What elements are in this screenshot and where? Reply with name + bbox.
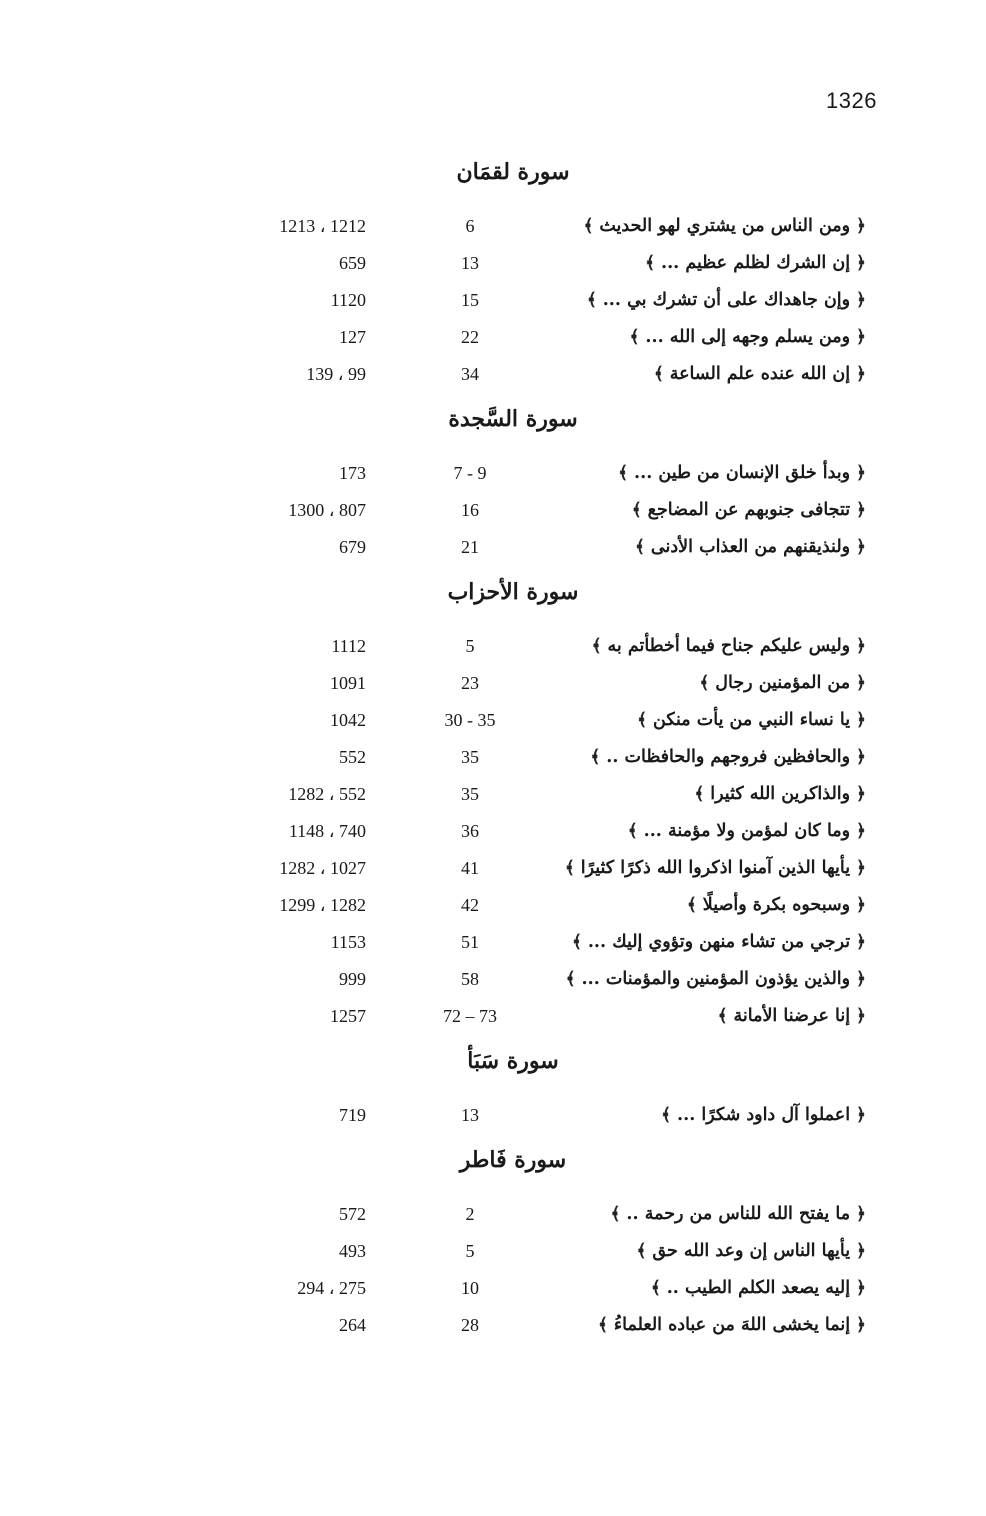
page-references: 275 ، 294 xyxy=(297,1278,366,1298)
page-references: 264 xyxy=(339,1315,366,1335)
page-references: 740 ، 1148 xyxy=(288,821,366,841)
verse-cell xyxy=(718,998,866,1035)
ayah-number: 42 xyxy=(461,895,479,915)
verse-cell xyxy=(699,665,866,702)
index-entry xyxy=(0,529,986,566)
ayah-number: 23 xyxy=(461,673,479,693)
verse-cell xyxy=(645,245,866,282)
ornate-bracket-open-icon: ﴿ xyxy=(850,1204,866,1224)
ayah-number: 5 xyxy=(465,1241,475,1261)
verse-text: ومن يسلم وجهه إلى الله ... xyxy=(645,327,851,347)
index-entry xyxy=(0,887,986,924)
surah-section xyxy=(0,150,986,397)
page-references: 1112 xyxy=(331,636,366,656)
index-entry xyxy=(0,998,986,1035)
verse-cell xyxy=(635,529,866,566)
ornate-bracket-close-icon: ﴾ xyxy=(591,636,608,656)
ornate-bracket-open-icon: ﴿ xyxy=(850,364,866,384)
ayah-number: 13 xyxy=(461,1105,479,1125)
ornate-bracket-open-icon: ﴿ xyxy=(850,253,866,273)
page-references: 1212 ، 1213 xyxy=(279,216,366,236)
ayah-number: 41 xyxy=(461,858,479,878)
ornate-bracket-close-icon: ﴾ xyxy=(661,1105,678,1125)
index-entry xyxy=(0,1233,986,1270)
ornate-bracket-close-icon: ﴾ xyxy=(645,253,661,273)
ornate-bracket-close-icon: ﴾ xyxy=(629,327,646,347)
verse-text: وسبحوه بكرة وأصيلًا xyxy=(702,895,851,915)
ornate-bracket-close-icon: ﴾ xyxy=(618,463,635,483)
page-references: 1257 xyxy=(330,1006,366,1026)
ayah-number: 16 xyxy=(461,500,479,520)
verse-text: يا نساء النبي من يأت منكن xyxy=(653,710,851,730)
index-entry xyxy=(0,356,986,393)
ornate-bracket-close-icon: ﴾ xyxy=(637,710,654,730)
ayah-number: 28 xyxy=(461,1315,479,1335)
index-entry xyxy=(0,850,986,887)
ornate-bracket-close-icon: ﴾ xyxy=(590,747,607,767)
surah-heading: سورة السَّجدة xyxy=(448,406,578,432)
index-entry xyxy=(0,208,986,245)
page-references: 1153 xyxy=(330,932,366,952)
verse-cell xyxy=(637,1233,866,1270)
ornate-bracket-close-icon: ﴾ xyxy=(571,932,588,952)
index-entry xyxy=(0,961,986,998)
ornate-bracket-open-icon: ﴿ xyxy=(850,537,866,557)
verse-text: إنما يخشى اللهَ من عباده العلماءُ xyxy=(613,1315,851,1335)
ayah-number: 35 xyxy=(461,784,479,804)
ayah-number: 72 – 73 xyxy=(443,1006,497,1026)
index-entry xyxy=(0,776,986,813)
ornate-bracket-open-icon: ﴿ xyxy=(850,463,866,483)
surah-section xyxy=(0,1138,986,1348)
ornate-bracket-close-icon: ﴾ xyxy=(636,1241,653,1261)
ornate-bracket-open-icon: ﴿ xyxy=(850,1241,866,1261)
index-entry xyxy=(0,492,986,529)
page-references: 572 xyxy=(339,1204,366,1224)
ornate-bracket-open-icon: ﴿ xyxy=(850,932,866,952)
verse-text: وليس عليكم جناح فيما أخطأتم به xyxy=(607,636,851,656)
index-entry xyxy=(0,1270,986,1307)
ornate-bracket-open-icon: ﴿ xyxy=(850,858,866,878)
verse-cell xyxy=(661,1097,866,1134)
verse-text: ومن الناس من يشتري لهو الحديث xyxy=(599,216,851,236)
page-references: 552 xyxy=(339,747,366,767)
ayah-number: 6 xyxy=(465,216,475,236)
verse-text: إن الله عنده علم الساعة xyxy=(669,364,851,384)
page-references: 552 ، 1282 xyxy=(288,784,366,804)
ornate-bracket-close-icon: ﴾ xyxy=(694,784,711,804)
verse-text: إليه يصعد الكلم الطيب .. xyxy=(666,1278,851,1298)
page-references: 99 ، 139 xyxy=(306,364,366,384)
verse-cell xyxy=(630,319,866,356)
ornate-bracket-open-icon: ﴿ xyxy=(850,1278,866,1298)
verse-cell xyxy=(587,282,866,319)
verse-text: وما كان لمؤمن ولا مؤمنة ... xyxy=(643,821,851,841)
ornate-bracket-close-icon: ﴾ xyxy=(564,858,581,878)
ornate-bracket-open-icon: ﴿ xyxy=(850,290,866,310)
surah-section xyxy=(0,397,986,570)
ornate-bracket-open-icon: ﴿ xyxy=(850,969,866,989)
ayah-number: 35 xyxy=(461,747,479,767)
surah-section xyxy=(0,570,986,1039)
verse-text: يأيها الذين آمنوا اذكروا الله ذكرًا كثيرًا xyxy=(580,858,851,878)
ayah-number: 22 xyxy=(461,327,479,347)
ornate-bracket-open-icon: ﴿ xyxy=(850,636,866,656)
verse-text: يأيها الناس إن وعد الله حق xyxy=(652,1241,851,1261)
verse-cell xyxy=(618,455,866,492)
page-references: 127 xyxy=(339,327,366,347)
ornate-bracket-close-icon: ﴾ xyxy=(598,1315,614,1335)
verse-cell xyxy=(694,776,866,813)
index-entry xyxy=(0,665,986,702)
verse-cell xyxy=(611,1196,866,1233)
ornate-bracket-close-icon: ﴾ xyxy=(699,673,716,693)
verse-text: تتجافى جنوبهم عن المضاجع xyxy=(647,500,851,520)
page-references: 1027 ، 1282 xyxy=(279,858,366,878)
ornate-bracket-open-icon: ﴿ xyxy=(850,784,866,804)
index-entry xyxy=(0,319,986,356)
index-entry xyxy=(0,282,986,319)
surah-section xyxy=(0,1039,986,1138)
verse-cell xyxy=(637,702,866,739)
surah-heading: سورة لقمَان xyxy=(456,159,570,185)
ornate-bracket-close-icon: ﴾ xyxy=(586,290,603,310)
ornate-bracket-open-icon: ﴿ xyxy=(850,747,866,767)
index-entry xyxy=(0,702,986,739)
verse-cell xyxy=(628,813,866,850)
page-number: 1326 xyxy=(826,88,877,113)
ornate-bracket-open-icon: ﴿ xyxy=(850,821,866,841)
ornate-bracket-close-icon: ﴾ xyxy=(686,895,703,915)
verse-cell xyxy=(566,961,866,998)
ornate-bracket-close-icon: ﴾ xyxy=(631,500,648,520)
ornate-bracket-open-icon: ﴿ xyxy=(850,327,866,347)
ayah-number: 34 xyxy=(461,364,479,384)
ayah-number: 51 xyxy=(461,932,479,952)
ayah-number: 10 xyxy=(461,1278,479,1298)
index-entry xyxy=(0,1307,986,1344)
ornate-bracket-open-icon: ﴿ xyxy=(850,673,866,693)
page-references: 173 xyxy=(339,463,366,483)
verse-cell xyxy=(632,492,866,529)
ornate-bracket-close-icon: ﴾ xyxy=(650,1278,667,1298)
page-references: 659 xyxy=(339,253,366,273)
index-entry xyxy=(0,813,986,850)
ornate-bracket-close-icon: ﴾ xyxy=(565,969,582,989)
verse-text: وبدأ خلق الإنسان من طين ... xyxy=(634,463,851,483)
ayah-number: 58 xyxy=(461,969,479,989)
ornate-bracket-close-icon: ﴾ xyxy=(610,1204,627,1224)
verse-text: ما يفتح الله للناس من رحمة .. xyxy=(626,1204,851,1224)
verse-cell xyxy=(565,850,866,887)
page-references: 1282 ، 1299 xyxy=(279,895,366,915)
page-references: 679 xyxy=(339,537,366,557)
ornate-bracket-close-icon: ﴾ xyxy=(583,216,600,236)
verse-text: ترجي من تشاء منهن وتؤوي إليك ... xyxy=(587,932,851,952)
verse-text: ولنذيقنهم من العذاب الأدنى xyxy=(650,537,851,557)
ornate-bracket-open-icon: ﴿ xyxy=(850,1315,866,1335)
index-entry xyxy=(0,245,986,282)
verse-text: اعملوا آل داود شكرًا ... xyxy=(677,1105,851,1125)
verse-text: وإن جاهداك على أن تشرك بي ... xyxy=(602,290,851,310)
surah-heading: سورة سَبَأ xyxy=(467,1048,559,1074)
verse-cell xyxy=(592,628,866,665)
verse-text: والحافظين فروجهم والحافظات .. xyxy=(606,747,851,767)
page-references: 1091 xyxy=(330,673,366,693)
index-entry xyxy=(0,1196,986,1233)
index-entry xyxy=(0,628,986,665)
ayah-number: 13 xyxy=(461,253,479,273)
ornate-bracket-open-icon: ﴿ xyxy=(850,1105,866,1125)
verse-cell xyxy=(572,924,866,961)
page-references: 807 ، 1300 xyxy=(288,500,366,520)
page-references: 493 xyxy=(339,1241,366,1261)
index-entry xyxy=(0,739,986,776)
page-references: 999 xyxy=(339,969,366,989)
ornate-bracket-open-icon: ﴿ xyxy=(850,500,866,520)
page-references: 719 xyxy=(339,1105,366,1125)
verse-cell xyxy=(654,356,866,393)
ayah-number: 30 - 35 xyxy=(444,710,496,730)
ayah-number: 21 xyxy=(461,537,479,557)
verse-text: إن الشرك لظلم عظيم ... xyxy=(661,253,851,273)
ayah-number: 2 xyxy=(465,1204,475,1224)
ornate-bracket-open-icon: ﴿ xyxy=(850,216,866,236)
ayah-number: 36 xyxy=(461,821,479,841)
ornate-bracket-open-icon: ﴿ xyxy=(850,895,866,915)
verse-cell xyxy=(651,1270,866,1307)
ayah-number: 5 xyxy=(465,636,475,656)
ornate-bracket-close-icon: ﴾ xyxy=(653,364,670,384)
verse-cell xyxy=(598,1307,866,1344)
verse-text: إنا عرضنا الأمانة xyxy=(733,1006,851,1026)
ornate-bracket-close-icon: ﴾ xyxy=(627,821,644,841)
verse-text: والذاكرين الله كثيرا xyxy=(710,784,851,804)
ornate-bracket-close-icon: ﴾ xyxy=(635,537,651,557)
ornate-bracket-open-icon: ﴿ xyxy=(850,710,866,730)
ayah-number: 15 xyxy=(461,290,479,310)
surah-heading: سورة الأحزاب xyxy=(447,579,579,605)
verse-text: والذين يؤذون المؤمنين والمؤمنات ... xyxy=(581,969,851,989)
index-entry xyxy=(0,455,986,492)
ornate-bracket-close-icon: ﴾ xyxy=(717,1006,734,1026)
index-entry xyxy=(0,924,986,961)
verse-cell xyxy=(590,739,866,776)
surah-heading: سورة فَاطر xyxy=(459,1147,567,1173)
verse-text: من المؤمنين رجال xyxy=(715,673,851,693)
verse-index xyxy=(0,150,986,1348)
ornate-bracket-open-icon: ﴿ xyxy=(850,1006,866,1026)
index-entry xyxy=(0,1097,986,1134)
verse-cell xyxy=(583,208,866,245)
page-references: 1042 xyxy=(330,710,366,730)
ayah-number: 7 - 9 xyxy=(453,463,487,483)
page-references: 1120 xyxy=(330,290,366,310)
verse-cell xyxy=(687,887,866,924)
